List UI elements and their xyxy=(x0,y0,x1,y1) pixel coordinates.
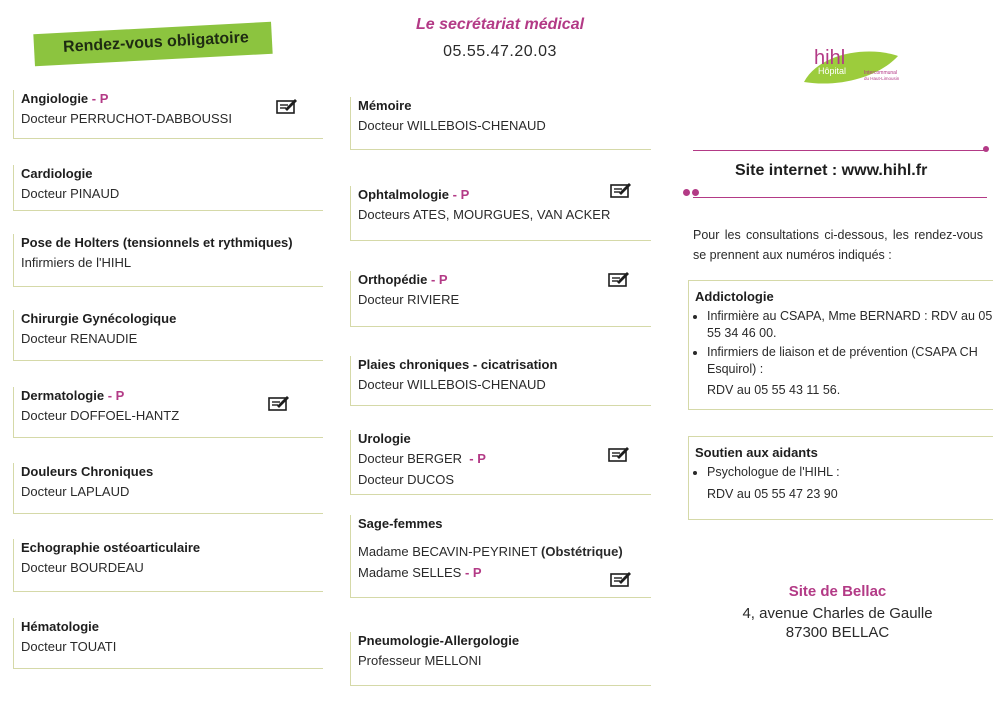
logo-name: hihl xyxy=(814,47,846,69)
logo-sub3: du Haut-Limousin xyxy=(864,76,900,81)
list-item: • Infirmiers de liaison et de prévention (CSAPA CH Esquirol) : xyxy=(707,344,993,378)
aidants-title: Soutien aux aidants xyxy=(695,445,818,460)
entry-title: Pose de Holters (tensionnels et rythmiques) xyxy=(21,235,293,250)
entry-line: Docteurs ATES, MOURGUES, VAN ACKER xyxy=(358,207,611,222)
entry-title: Plaies chroniques - cicatrisation xyxy=(358,357,558,372)
addictologie-title: Addictologie xyxy=(695,289,774,304)
p-marker: - P xyxy=(464,565,482,580)
site-internet-link[interactable]: Site internet : www.hihl.fr xyxy=(735,162,928,179)
entry-line: Docteur DUCOS xyxy=(358,472,455,487)
appointment-card-icon xyxy=(608,445,630,463)
entry-line: Docteur RIVIERE xyxy=(358,292,460,307)
p-marker: - P xyxy=(469,451,486,466)
secretariat-phone: 05.55.47.20.03 xyxy=(443,43,557,60)
entry-line: Madame SELLES xyxy=(358,565,462,580)
list-item: • Psychologue de l'HIHL : xyxy=(707,464,993,481)
bellac-address-line1: 4, avenue Charles de Gaulle xyxy=(742,605,933,622)
entry-line: Docteur DOFFOEL-HANTZ xyxy=(21,408,180,423)
entry-hematologie xyxy=(13,618,323,669)
banner-title: Rendez-vous obligatoire xyxy=(62,29,250,56)
p-marker: - P xyxy=(430,272,448,287)
entry-title: Ophtalmologie xyxy=(358,187,449,202)
entry-chirurgie xyxy=(13,310,323,361)
entry-line: Madame BECAVIN-PEYRINET xyxy=(358,544,538,559)
bellac-address-line2: 87300 BELLAC xyxy=(785,624,890,641)
entry-line: Docteur RENAUDIE xyxy=(21,331,138,346)
aidants-extra: RDV au 05 55 47 23 90 xyxy=(707,487,838,501)
appointment-card-icon xyxy=(610,570,632,588)
entry-line: Professeur MELLONI xyxy=(358,653,482,668)
bellac-address xyxy=(700,604,975,642)
entry-title: Pneumologie-Allergologie xyxy=(358,633,520,648)
entry-douleurs xyxy=(13,463,323,514)
appointment-card-icon xyxy=(610,181,632,199)
entry-cardiologie xyxy=(13,165,323,211)
entry-title: Cardiologie xyxy=(21,166,93,181)
appointment-card-icon xyxy=(608,270,630,288)
entry-title: Sage-femmes xyxy=(358,516,443,531)
hihl-logo xyxy=(800,42,900,88)
entry-pneumologie xyxy=(350,632,651,686)
entry-title: Douleurs Chroniques xyxy=(21,464,154,479)
bellac-title: Site de Bellac xyxy=(788,583,887,600)
entry-extra: (Obstétrique) xyxy=(541,544,623,559)
p-marker: - P xyxy=(107,388,125,403)
entry-orthopedie xyxy=(350,271,651,327)
aidants-box xyxy=(688,436,993,520)
addictologie-box xyxy=(688,280,993,410)
entry-title: Echographie ostéoarticulaire xyxy=(21,540,201,555)
entry-line: Docteur PERRUCHOT-DABBOUSSI xyxy=(21,111,232,126)
entry-title: Orthopédie xyxy=(358,272,428,287)
entry-line: Docteur LAPLAUD xyxy=(21,484,130,499)
entry-line: Docteur TOUATI xyxy=(21,639,117,654)
entry-line: Infirmiers de l'HIHL xyxy=(21,255,132,270)
entry-line: Docteur WILLEBOIS-CHENAUD xyxy=(358,377,546,392)
entry-line: Docteur WILLEBOIS-CHENAUD xyxy=(358,118,546,133)
decor-dot xyxy=(683,189,690,196)
entry-title: Chirurgie Gynécologique xyxy=(21,311,177,326)
decor-dot xyxy=(983,146,989,152)
p-marker: - P xyxy=(91,91,109,106)
entry-memoire xyxy=(350,97,651,150)
entry-sage-femmes xyxy=(350,515,651,598)
list-item: • Infirmière au CSAPA, Mme BERNARD : RDV au 05 55 34 46 00. xyxy=(707,308,993,342)
entry-title: Hématologie xyxy=(21,619,100,634)
entry-line: Docteur BOURDEAU xyxy=(21,560,144,575)
addictologie-extra: RDV au 05 55 43 11 56. xyxy=(707,383,841,397)
entry-ophtalmologie xyxy=(350,186,651,241)
entry-title: Dermatologie xyxy=(21,388,105,403)
logo-sub2: Intercommunal xyxy=(864,70,898,76)
entry-title: Mémoire xyxy=(358,98,412,113)
appointment-card-icon xyxy=(276,97,298,115)
entry-plaies xyxy=(350,356,651,406)
entry-echographie xyxy=(13,539,323,592)
intro-text: Pour les consultations ci-dessous, les rendez-vous se prennent aux numéros indiqués : xyxy=(693,228,983,262)
entry-title: Urologie xyxy=(358,431,411,446)
entry-urologie xyxy=(350,430,651,495)
logo-sub1: Hôpital xyxy=(818,66,847,76)
entry-line: Docteur BERGER xyxy=(358,451,463,466)
entry-holters xyxy=(13,234,323,287)
p-marker: - P xyxy=(452,187,470,202)
secretariat-title: Le secrétariat médical xyxy=(415,16,585,33)
decor-dot xyxy=(692,189,699,196)
appointment-card-icon xyxy=(268,394,290,412)
entry-title: Angiologie xyxy=(21,91,89,106)
entry-line: Docteur PINAUD xyxy=(21,186,120,201)
